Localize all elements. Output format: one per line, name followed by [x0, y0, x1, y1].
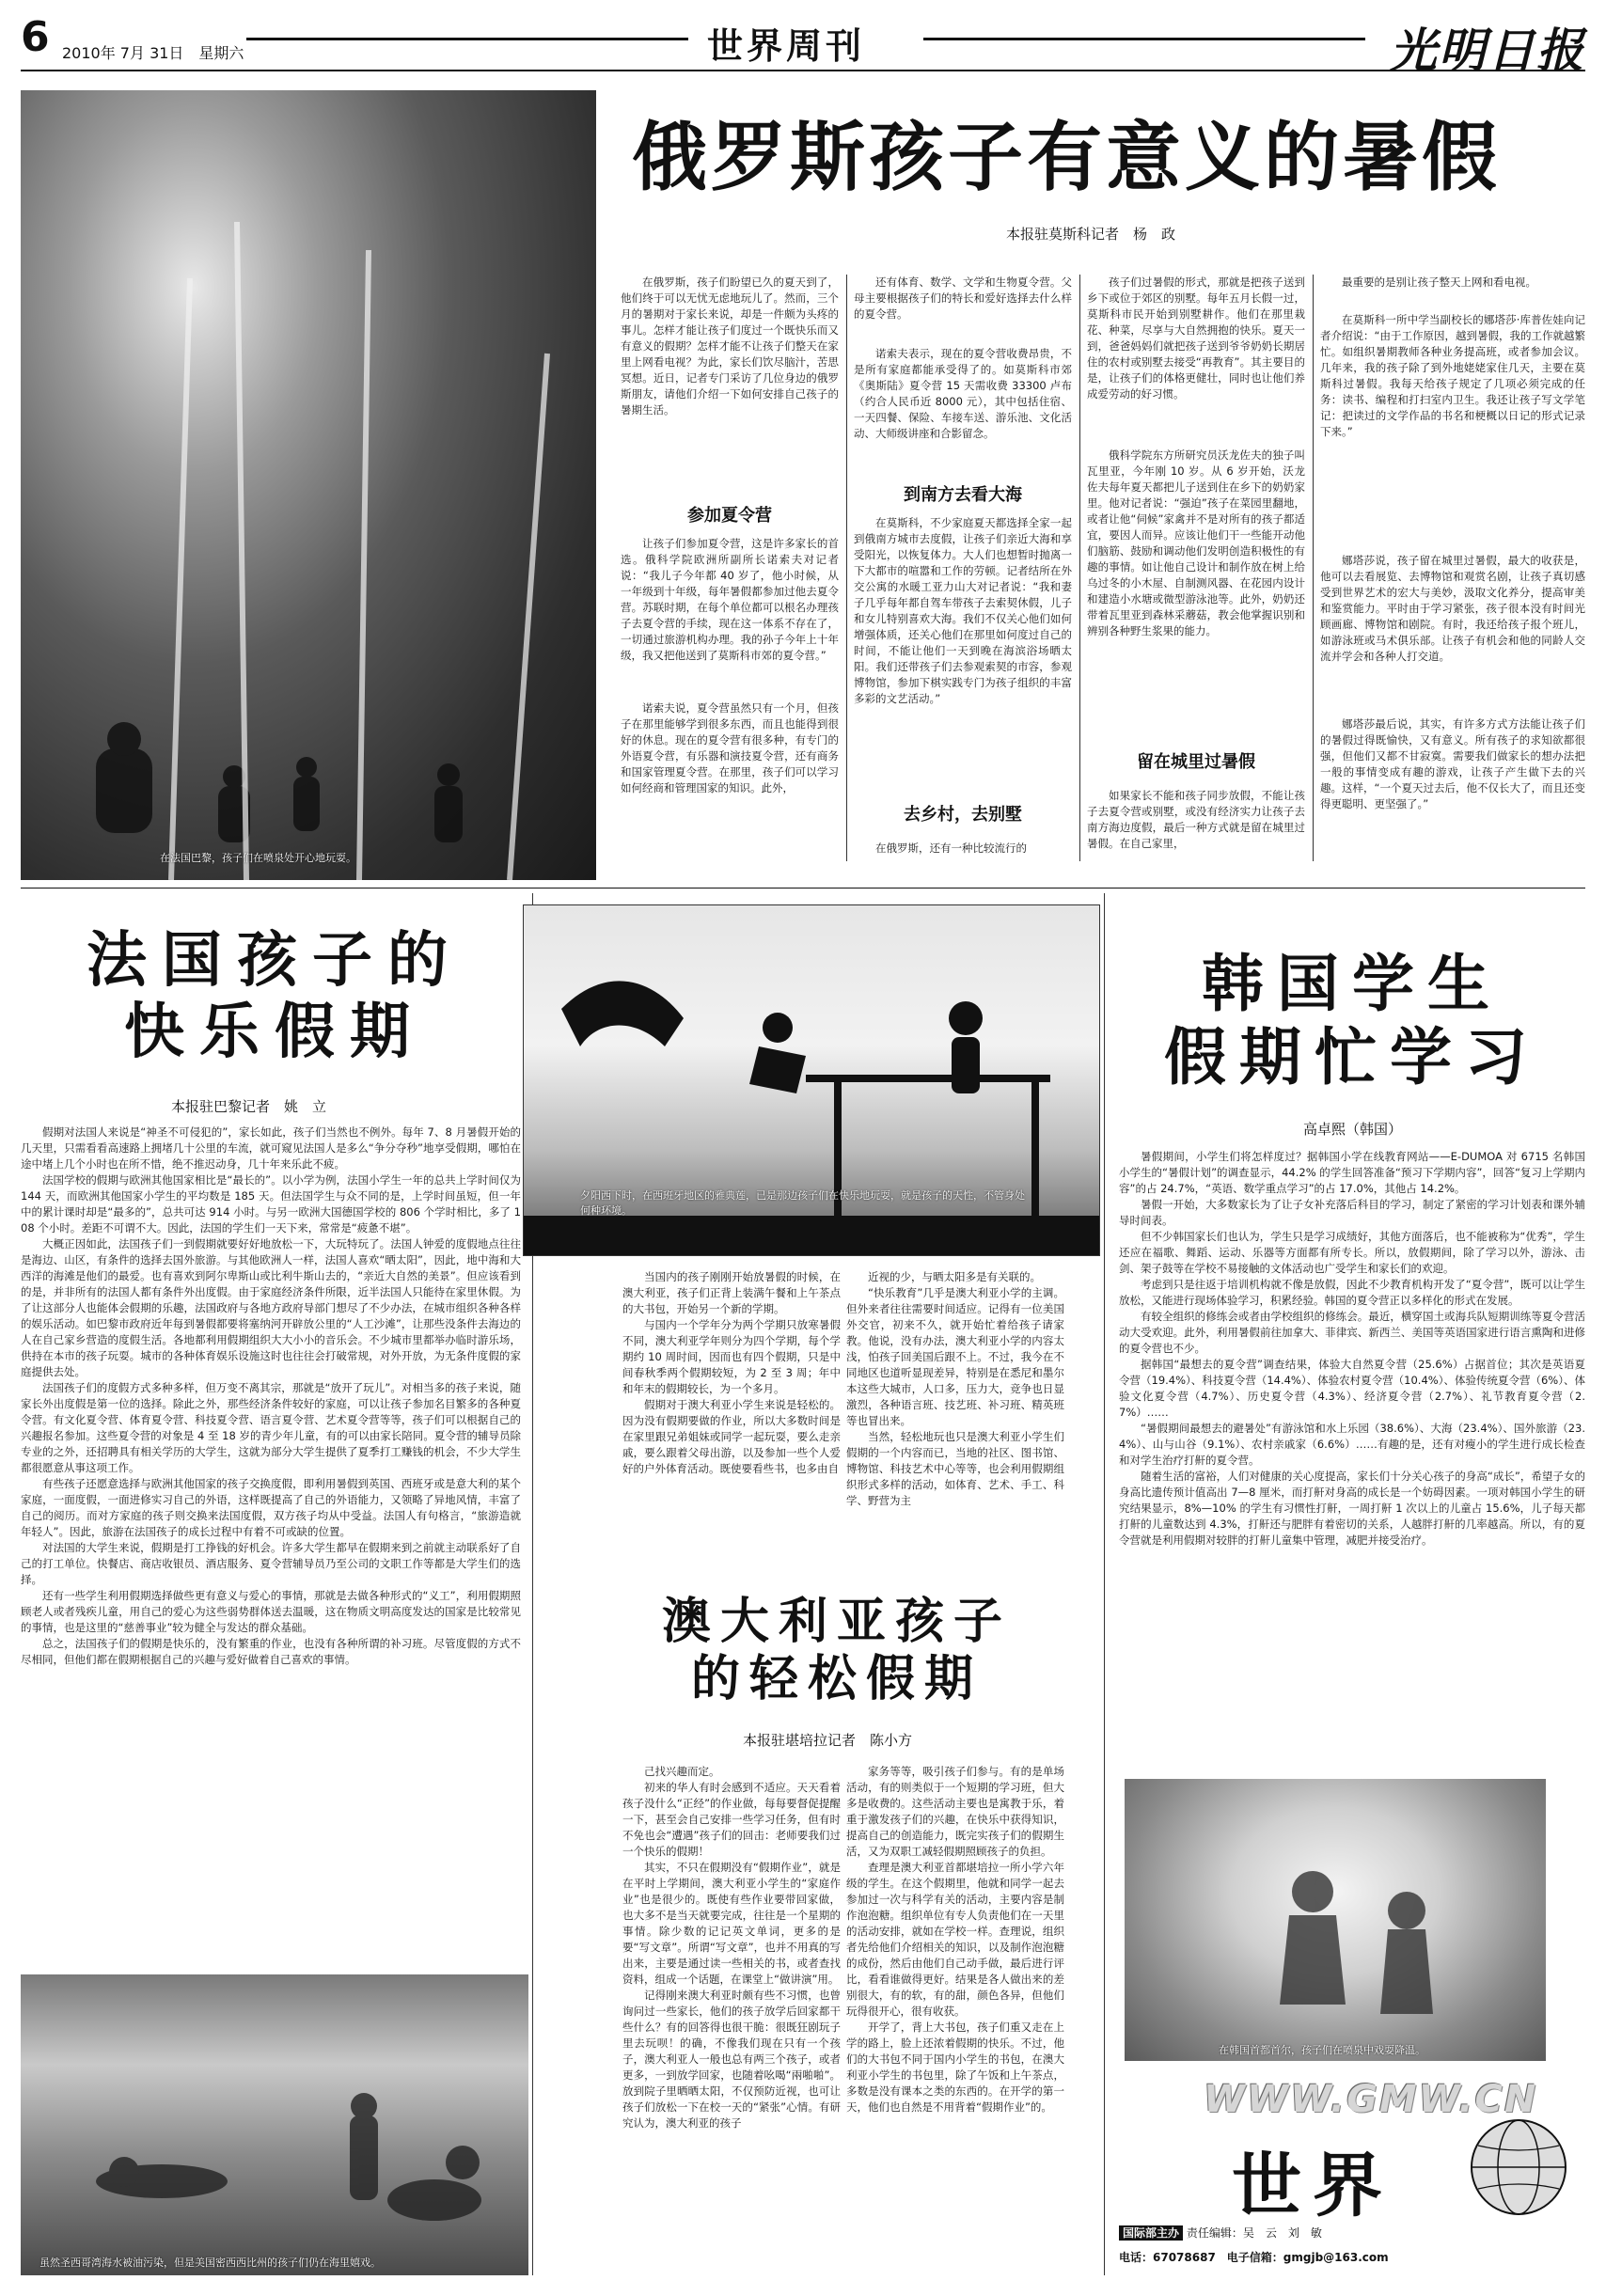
issue-date: 2010年 7月 31日 星期六 [62, 44, 244, 62]
editor-info [1119, 2225, 1585, 2241]
russia-col2-camp-cost: 诺索夫表示，现在的夏令营收费昂贵，不是所有家庭都能承受得了的。如莫斯科市郊《奥斯陆》夏令营 15 天需收费 33300 卢布（约合人民币近 8000 元），其中包括住宿、一天四餐、保险、车接车送、游乐池、文化活动、大师级讲座和合影留念。 [854, 347, 1072, 440]
paris-photo-caption: 在法国巴黎，孩子们在喷泉处开心地玩耍。 [160, 852, 356, 864]
france-headline [21, 925, 528, 1067]
russia-col4-natasha: 在莫斯科一所中学当副校长的娜塔莎·库普佐娃向记者介绍说：“由于工作原因，越到暑假，我的工作就越繁忙。如组织暑期教师各种业务提高班，或者参加会议。几年来，我的孩子除了到外地姥姥家住几天，主要在莫斯科过暑假。我每天给孩子规定了几项必须完成的任务：读书、编程和打扫室内卫生。我还让孩子写文学笔记：把读过的文学作品的书名和梗概以日记的形式记录下来。” [1320, 313, 1585, 438]
masthead-rule-left [246, 38, 688, 40]
section-title: 世界周刊 [707, 25, 866, 67]
france-article-body: 假期对法国人来说是“神圣不可侵犯的”，家长如此，孩子们当然也不例外。每年 7、8 月暑假开始的几天里，只需看看高速路上拥堵几十公里的车流，就可窥见法国人是多么“争分夺秒”地享受假期，哪怕在途中堵上几个小时也在所不惜，绝不推迟动身，几十年来乐此不疲。 法国学校的假期与欧洲其他国家相比是“最长的”。以小学为例，法国小学生一年的总共上学时间仅为 144 天，而欧洲其他国家小学生的平均数是 185 天。但法国学生与众不同的是，上学时间虽短，但一年中的累计课时却是“最多的”，总共可达 914 小时。与另一欧洲大国德国学校的 806 个学时相比，多了 108 个小时。差距不可谓不大。因此，法国的学生们一天下来，常常是“疲惫不堪”。 大概正因如此，法国孩子们一到假期就要好好地放松一下，大玩特玩了。法国人钟爱的度假地点往往是海边、山区，有条件的选择去国外旅游。与其他欧洲人一样，法国人喜欢“晒太阳”，因此，地中海和大西洋的海滩是他们的最爱。也有喜欢到阿尔卑斯山或比利牛斯山去的，“亲近大自然的美景”。但应该看到的是，并非所有的法国人都有条件外出度假。由于家庭经济条件所限，近半法国人只能待在家里休假。为了让这部分人也能体会假期的乐趣，法国政府与各地方政府导部门想尽了不少办法，在城市组织各种各样的娱乐活动。如巴黎市政府近年每到暑假都要将塞纳河开辟放公里的“人工沙滩”，让那些没条件去海边的人在自己家乡营造的度假生活。各地都利用假期组织大大小小的音乐会。不少城市里都举办临时游乐场，供持在本市的孩子玩耍。城市的各种体育娱乐设施这时也往往会打破常规，对外开放，为无条件度假的家庭提供去处。 法国孩子们的度假方式多种多样，但万变不离其宗，那就是“放开了玩儿”。对相当多的孩子来说，随家长外出度假是第一位的选择。除此之外，那些经济条件较好的家庭，可以让孩子参加名目繁多的各种夏令营。有文化夏令营、体育夏令营、科技夏令营、语言夏令营、艺术夏令营等等，孩子们可以根据自己的兴趣报名参加。这些夏令营的对象是 4 至 18 岁的青少年儿童，有的可以由家长陪同。夏令营的辅导员除专业的之外，还招聘具有相关学历的大学生，这就为部分大学生提供了夏季打工赚钱的机会，不少大学生都很愿意从事这项工作。 有些孩子还愿意选择与欧洲其他国家的孩子交换度假，即利用暑假到英国、西班牙或是意大利的某个家庭，一面度假，一面进修实习自己的外语，这样既提高了自己的外语能力，又领略了异地风情，丰富了自己的阅历。而对方家庭的孩子则交换来法国度假，双方孩子均从中受益。法国人有句格言，“旅游造就年轻人”。因此，旅游在法国孩子的成长过程中有着不可或缺的位置。 对法国的大学生来说，假期是打工挣钱的好机会。许多大学生都早在假期来到之前就主动联系好了自己的打工单位。快餐店、商店收银员、酒店服务、夏令营辅导员乃至公司的文职工作等都是大学生们的选择。 还有一些学生利用假期选择做些更有意义与爱心的事情，那就是去做各种形式的“义工”，利用假期照顾老人或者残疾儿童，用自己的爱心为这些弱势群体送去温暖，这在物质文明高度发达的国家是比较常见的事情，也是这里的“慈善事业”较为健全与发达的群众基础。 总之，法国孩子们的假期是快乐的，没有繁重的作业，也没有各种所谓的补习班。尽管度假的方式不尽相同，但他们都在假期根据自己的兴趣与爱好做着自己喜欢的事情。 [21, 1125, 521, 1666]
australia-headline [592, 1593, 1081, 1708]
footer-block [1119, 2074, 1585, 2275]
australia-col2: 近视的少，与晒太阳多是有关联的。 “快乐教育”几乎是澳大利亚小学的主调。但外来者往往需要时间适应。记得有一位美国外交官，初来不久，就开始忙着给孩子请家教。他说，没有办法，澳大利亚小学的内容太浅，怕孩子回美国后跟不上。不过，我今在不同地区也道听显现差异，特别是在悉尼和墨尔本这些大城市，人口多，压力大，竞争也日显激烈，各种语言班、技艺班、补习班、精英班等也冒出来。 当然，轻松地玩也只是澳大利亚小学生们假期的一个内容而已，当地的社区、图书馆、博物馆、科技艺术中心等等，也会利用假期组织形式多样的活动，如体育、艺术、手工、科学、野营为主 [846, 1270, 1064, 1507]
russia-subhead-south-sea: 到南方去看大海 [904, 485, 1022, 505]
paris-fountain-photo [21, 90, 596, 880]
australia-headline-line1: 澳大利亚孩子 [661, 1593, 1012, 1650]
page-number: 6 [21, 13, 50, 61]
russia-col-rule-1 [846, 275, 847, 861]
globe-icon [1467, 2115, 1570, 2219]
seoul-fountain-photo [1125, 1779, 1546, 2061]
korea-column-rule [1104, 893, 1105, 2275]
beach-children [21, 1974, 528, 2275]
korea-headline [1119, 948, 1585, 1094]
australia-col1: 当国内的孩子刚刚开始放暑假的时候，在澳大利亚，孩子们正背上装满午餐和上午茶点的大书包，开始另一个新的学期。 与国内一个学年分为两个学期只放寒暑假不同，澳大利亚学年则分为四个学期，每个学期约 10 周时间，因而也有四个假期，只是中间春秋季两个假期较短，为 2 至 3 周；年中和年末的假期较长，为一个多月。 假期对于澳大利亚小学生来说是轻松的。因为没有假期要做的作业，所以大多数时间是在家里跟兄弟姐妹或同学一起玩耍，要么走亲戚，要么跟着父母出游，以及参加一些个人爱好的户外体育活动。既使要看些书，也多由自 [622, 1270, 841, 1475]
top-section-divider [21, 888, 1585, 889]
seoul-photo-caption: 在韩国首都首尔，孩子们在喷泉中戏耍降温。 [1219, 2044, 1425, 2056]
russia-col2-seaside: 在莫斯科，不少家庭夏天都选择全家一起到俄南方城市去度假，让孩子们亲近大海和享受阳光，以恢复体力。大人们也想暂时抛离一下大都市的喧嚣和工作的劳顿。记者结所在外交公寓的水暖工亚力山大对记者说：“我和妻子几乎每年都自驾车带孩子去索契休假，儿子和女儿特别喜欢大海。我们不仅关心他们如何增强体质，还关心他们在那里如何度过自己的时间，不能让他们一天到晚在海滨浴场晒太阳。我们还带孩子们去参观索契的市容，参观博物馆，参加下棋实践专门为孩子组织的丰富多彩的文艺活动。” [854, 516, 1072, 705]
russia-col1-camp: 让孩子们参加夏令营，这是许多家长的首选。俄科学院欧洲所副所长诺索夫对记者说：“我儿子今年都 40 岁了，他小时候，从一年级到十年级，每年暑假都参加过他去夏令营。苏联时期，在每个单位都可以根名办理孩子去夏令营的手续，现在这一体系不存在了，一切通过旅游机构办理。我的孙子今年上十年级，我又把他送到了莫斯科市郊的夏令营。” [621, 537, 839, 662]
russia-subhead-summer-camp: 参加夏令营 [687, 506, 772, 526]
russia-col4-conclusion: 娜塔莎最后说，其实，有许多方式方法能让孩子们的暑假过得既愉快，又有意义。所有孩子的求知欲都很强，但他们又都不甘寂寞。需要我们做家长的想办法把一般的事情变成有趣的游戏，让孩子产生做下去的兴趣。这样，“一个夏天过去后，他不仅长大了，而且还变得更聪明、更坚强了。” [1320, 717, 1585, 810]
russia-col-rule-2 [1079, 275, 1080, 861]
russia-col-rule-3 [1313, 275, 1314, 861]
russia-col2-countryside-lead: 在俄罗斯，还有一种比较流行的 [875, 841, 1027, 855]
newspaper-logo: 光明日报 [1390, 23, 1585, 78]
russia-col2-camp-cont: 还有体育、数学、文学和生物夏令营。父母主要根据孩子们的特长和爱好选择去什么样的夏令营。 [854, 275, 1072, 321]
australia-col3: 己找兴趣而定。 初来的华人有时会感到不适应。天天看着孩子没什么“正经”的作业做，每每要督促提醒一下，甚至会自己安排一些学习任务，但有时不免也会“遭遇”孩子们的回击：老师要我们过一个快乐的假期！ 其实，不只在假期没有“假期作业”，就是在平时上学期间，澳大利亚小学生的“家庭作业”也是很少的。既使有些作业要带回家做，也大多不是当天就要完成，往往是一个星期的事情。除少数的记记英文单词，更多的是要“写文章”。所谓“写文章”，也并不用真的写出来，主要是通过读一些相关的书，或者查找资料，组成一个话题，在课堂上“做讲演”用。 记得刚来澳大利亚时颇有些不习惯，也曾询问过一些家长，他们的孩子放学后回家都干些什么？有的回答得也很干脆：很既狂剧玩子里去玩呗！的确，不像我们现在只有一个孩子，澳大利亚人一般也总有两三个孩子，或者更多，一到放学回家，也随着吆喝“兩啪啪”。放到院子里晒晒太阳，不仅预防近视，也可让孩子们放松一下在校一天的“紧张”心情。有研究认为，澳大利亚的孩子 [622, 1765, 841, 2130]
desk-label: 国际部主办 [1119, 2225, 1183, 2241]
korea-headline-line2: 假期忙学习 [1164, 1019, 1540, 1093]
france-byline: 本报驻巴黎记者 姚 立 [171, 1098, 327, 1115]
australia-col4: 家务等等，吸引孩子们参与。有的是单场活动，有的则类似于一个短期的学习班，但大多是收费的。这些活动主要也是寓教于乐，着重于激发孩子们的兴趣，在快乐中获得知识，提高自己的创造能力，既完实孩子们的假期生活，又为双职工减轻假期照顾孩子的负担。 查理是澳大利亚首都堪培拉一所小学六年级的学生。在这个假期里，他就和同学一起去参加过一次与科学有关的活动，主要内容是制作泡泡糖。组织单位有专人负责他们在一天里的活动安排，就如在学校一样。查理说，组织者先给他们介绍相关的知识，以及制作泡泡糖的成份，然后由他们自己动手做，最后进行评比，看看谁做得更好。结果是各人做出来的差别很大，有的软，有的甜，颜色各异，但他们玩得很开心，很有收获。 开学了，背上大书包，孩子们重又走在上学的路上，脸上还浓着假期的快乐。不过，他们的大书包不同于国内小学生的书包，在澳大利亚小学生的书包里，除了午饭和上午茶点，多数是没有课本之类的东西的。在开学的第一天，他们也自然是不用背着“假期作业”的。 [846, 1765, 1064, 2114]
korea-byline: 高卓熙（韩国） [1303, 1121, 1403, 1138]
swing-photo-caption: 夕阳西下时，在西班牙地区的雅典莲，已是那边孩子们在快乐地玩耍，就是孩子的天性，不管身处何种环境。 [580, 1189, 1025, 1217]
russia-subhead-countryside: 去乡村，去别墅 [904, 805, 1022, 825]
masthead [21, 13, 1585, 78]
masthead-underline [21, 70, 1585, 71]
russia-col1-camp-types: 诺索夫说，夏令营虽然只有一个月，但孩子在那里能够学到很多东西，而且也能得到很好的休息。现在的夏令营有很多种，有专门的外语夏令营，有乐器和演技夏令营，还有商务和国家管理夏令营。在那里，孩子们可以学习如何经商和管理国家的知识。此外， [621, 701, 839, 794]
footer-section-mark: 世界 [1232, 2146, 1393, 2226]
russia-col3-grandma: 俄科学院东方所研究员沃龙佐夫的独子叫瓦里亚，今年刚 10 岁。从 6 岁开始，沃龙佐夫每年夏天都把儿子送到住在乡下的奶奶家里。他对记者说：“强迫”孩子在菜园里翻地，或者让他“伺候”家禽并不是对所有的孩子都适宜，要因人而异。应该让他们干一些能开动他们脑筋、鼓励和调动他们发明创造积极性的有趣的事情。如让他自己设计和制作放在树上给乌过冬的小木屋、自制测风器、在花园内设计和建造小水塘或微型游泳池等。此外，奶奶还带着瓦里亚到森林采蘑菇，教会他掌握识别和辨别各种野生浆果的能力。 [1087, 448, 1305, 637]
korea-article-body: 暑假期间，小学生们将怎样度过？据韩国小学在线教育网站——E-DUMOA 对 6715 名韩国小学生的“暑假计划”的调查显示，44.2% 的学生回答准备“预习下学期内容”，回答“复习上学期内容”的占 24.7%，“英语、数学重点学习”的占 17.0%，其他占 14.2%。 暑假一开始，大多数家长为了让子女补充落后科目的学习，制定了紧密的学习计划表和课外辅导时间表。 但不少韩国家长们也认为，学生只是学习成绩好，其他方面落后，也不能被称为“优秀”，学生还应在福歌、舞蹈、运动、乐器等方面都有所专长。所以，放假期间，除了学习以外，游泳、击剑、架子鼓等在学校不易接触的文体活动也广受学生和家长们的欢迎。 考虑到只是往返于培训机构就不像是放假，因此不少教育机构开发了“夏令营”，既可以让学生放松，又能进行现场体验学习，积累经验。韩国的夏令营正以多样化的形式在发展。 有较全组织的修练会或者由学校组织的修练会。最近，横穿国土或海兵队短期训练等夏令营活动大受欢迎。此外，利用暑假前往加拿大、菲律宾、新西兰、美国等英语国家进行语言熏陶和进修的夏令营也不少。 据韩国“最想去的夏令营”调查结果，体验大自然夏令营（25.6%）占据首位；其次是英语夏令营（19.4%）、科技夏令营（14.4%）、体验农村夏令营（10.4%）、体验传统夏令营（6%）、体验文化夏令营（4.7%）、历史夏令营（4.3%）、经济夏令营（2.7%）、礼节教育夏令营（2.7%）…… “暑假期间最想去的避暑处”有游泳馆和水上乐园（38.6%）、大海（23.4%）、国外旅游（23.4%）、山与山谷（9.1%）、农村亲戚家（6.6%）……有趣的是，还有对瘦小的学生进行成长检查和对学生治疗打鼾的夏令营。 随着生活的富裕，人们对健康的关心度提高，家长们十分关心孩子的身高“成长”，希望子女的身高比遗传预计值高出 7—8 厘米，而打鼾对身高的成长是一个妨碍因素。一项对韩国小学生的研究结果显示，8%—10% 的学生有习惯性打鼾，一周打鼾 1 次以上的儿童占 15.6%，儿子每天都打鼾的儿童数达到 4.3%，打鼾还与肥胖有着密切的关系，人越胖打鼾的几率越高。所以，有的夏令营就是利用假期对较胖的打鼾儿童集中管理，减肥并接受治疗。 [1119, 1150, 1585, 1547]
france-headline-line1: 法国孩子的 [87, 925, 463, 996]
russia-subhead-city: 留在城里过暑假 [1137, 752, 1255, 772]
russia-col3-city: 如果家长不能和孩子同步放假，不能让孩子去夏令营或别墅，或没有经济实力让孩子去南方海边度假，最后一种方式就是留在城里过暑假。在自己家里， [1087, 789, 1305, 850]
contact-info: 电话：67078687 电子信箱：gmgjb@163.com [1119, 2251, 1389, 2264]
editor-label: 责任编辑：吴 云 刘 敏 [1186, 2226, 1322, 2240]
russia-col3-dacha: 孩子们过暑假的形式，那就是把孩子送到乡下或位于郊区的别墅。每年五月长假一过，莫斯科市民开始到别墅耕作。他们在那里栽花、种菜，尽享与大自然拥抱的快乐。夏天一到，爸爸妈妈们就把孩子送到爷爷奶奶长期居住的农村或别墅去接受“再教育”。其主要目的是，让孩子们的体格更健壮，同时也让他们养成爱劳动的好习惯。 [1087, 275, 1305, 401]
playground-swing-photo [523, 904, 1100, 1256]
russia-byline: 本报驻莫斯科记者 杨 政 [1006, 226, 1176, 243]
masthead-rule-right [923, 38, 1365, 40]
mississippi-beach-photo [21, 1974, 528, 2275]
fountain-figures [21, 90, 596, 880]
australia-headline-line2: 的轻松假期 [690, 1650, 983, 1708]
beach-photo-caption: 虽然圣西哥湾海水被油污染，但是美国密西西比州的孩子们仍在海里嬉戏。 [39, 2257, 381, 2269]
fountain-child [1125, 1779, 1546, 2061]
russia-headline: 俄罗斯孩子有意义的暑假 [632, 114, 1501, 201]
france-headline-line2: 快乐假期 [124, 996, 425, 1067]
korea-headline-line1: 韩国学生 [1202, 947, 1503, 1020]
russia-col4-city-cont: 最重要的是别让孩子整天上网和看电视。 [1342, 275, 1536, 289]
russia-col4-museums: 娜塔莎说，孩子留在城里过暑假，最大的收获是，他可以去看展览、去博物馆和观赏名剧，让孩子真切感受到世界艺术的宏大与美妙，汲取文化养分，提高审美和鉴赏能力。平时由于学习紧张，孩子很本没有时间光顾画廊、博物馆和剧院。有时，我还给孩子报个班儿，如游泳班或马术俱乐部。让孩子有机会和他的同龄人交流并学会和各种人打交道。 [1320, 554, 1585, 663]
russia-col1-intro: 在俄罗斯，孩子们盼望已久的夏天到了，他们终于可以无忧无虑地玩儿了。然而，三个月的暑期对于家长来说，却是一件颇为头疼的事儿。怎样才能让孩子们度过一个既快乐而又有意义的假期？怎样才能不让孩子们整天在家里上网看电视？为此，家长们饮尽脑汁，苦思冥想。近日，记者专门采访了几位身边的俄罗斯朋友，请他们介绍一下如何安排自己孩子的暑期生活。 [621, 275, 839, 417]
website-url: WWW.GMW.CN [1204, 2078, 1538, 2121]
australia-byline: 本报驻堪培拉记者 陈小方 [743, 1732, 913, 1749]
